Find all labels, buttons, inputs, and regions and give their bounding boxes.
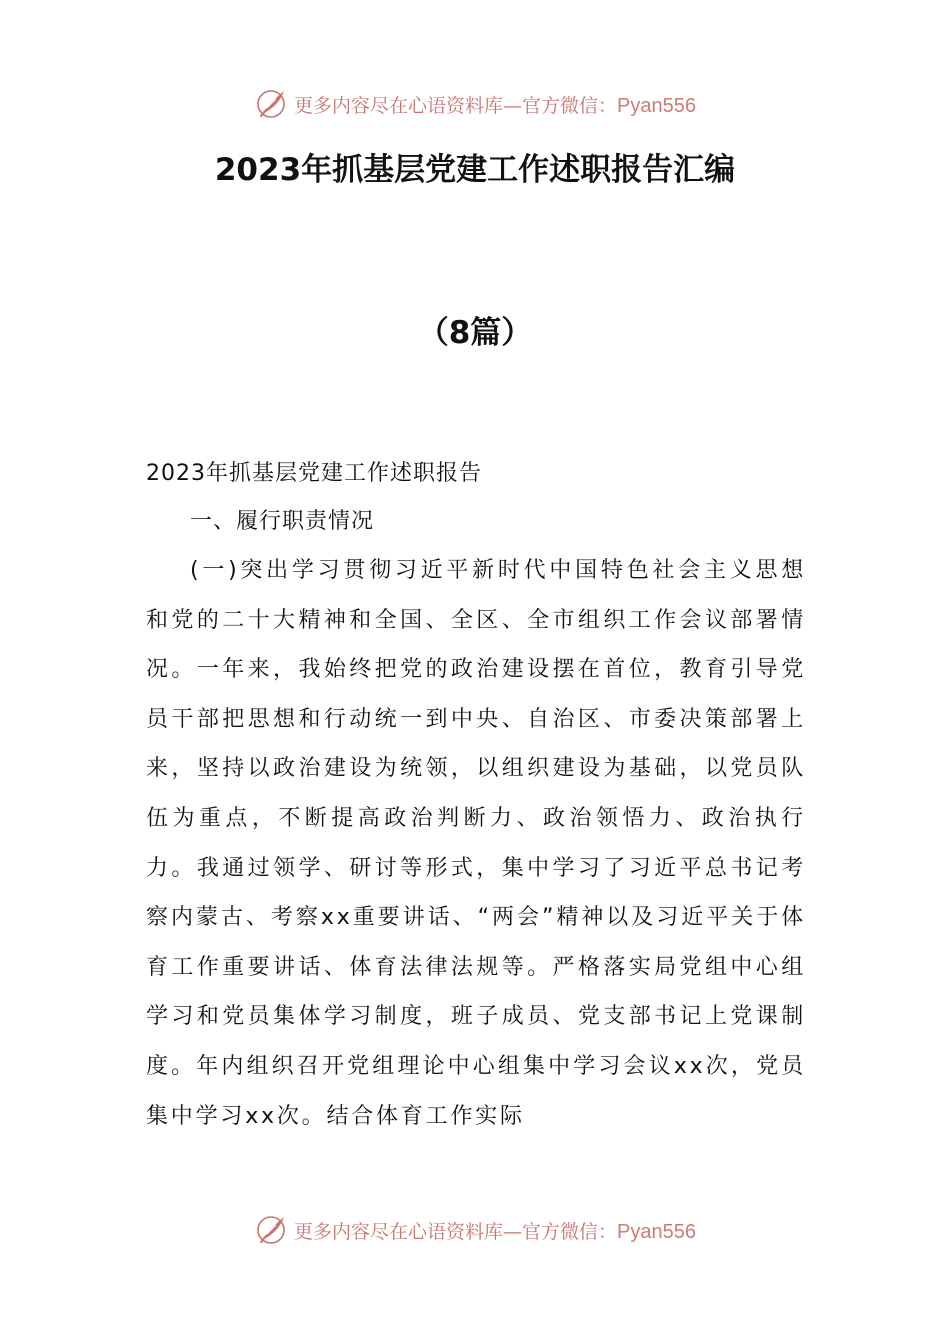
footer-banner-text [294, 1217, 696, 1244]
header-banner [0, 84, 950, 124]
header-banner-account: Pyan556 [617, 94, 696, 117]
pen-feather-icon [254, 1212, 290, 1248]
body-paragraph: (一)突出学习贯彻习近平新时代中国特色社会主义思想和党的二十大精神和全国、全区、全市组织工作会议部署情况。一年来，我始终把党的政治建设摆在首位，教育引导党员干部把思想和行动统一到中央、自治区、市委决策部署上来，坚持以政治建设为统领，以组织建设为基础，以党员队伍为重点，不断提高政治判断力、政治领悟力、政治执行力。我通过领学、研讨等形式，集中学习了习近平总书记考察内蒙古、考察xx重要讲话、“两会”精神以及习近平关于体育工作重要讲话、体育法律法规等。严格落实局党组中心组学习和党员集体学习制度，班子成员、党支部书记上党课制度。年内组织召开党组理论中心组集中学习会议xx次，党员集中学习xx次。结合体育工作实际 [146, 558, 806, 1129]
section-heading: 一、履行职责情况 [190, 509, 375, 534]
header-banner-dash: — [503, 94, 523, 117]
document-subtitle: （8篇） [417, 315, 533, 351]
report-heading: 2023年抓基层党建工作述职报告 [146, 461, 482, 486]
footer-banner-dash: — [503, 1220, 523, 1243]
document-title: 2023年抓基层党建工作述职报告汇编 [214, 152, 736, 188]
footer-banner-label: 官方微信： [522, 1220, 618, 1243]
footer-banner [0, 1210, 950, 1250]
pen-feather-icon [254, 86, 290, 122]
header-banner-main: 更多内容尽在心语资料库 [294, 94, 504, 117]
document-body [146, 450, 806, 1141]
header-banner-label: 官方微信： [522, 94, 618, 117]
footer-banner-account: Pyan556 [617, 1220, 696, 1243]
header-banner-text [294, 91, 696, 118]
footer-banner-main: 更多内容尽在心语资料库 [294, 1220, 504, 1243]
